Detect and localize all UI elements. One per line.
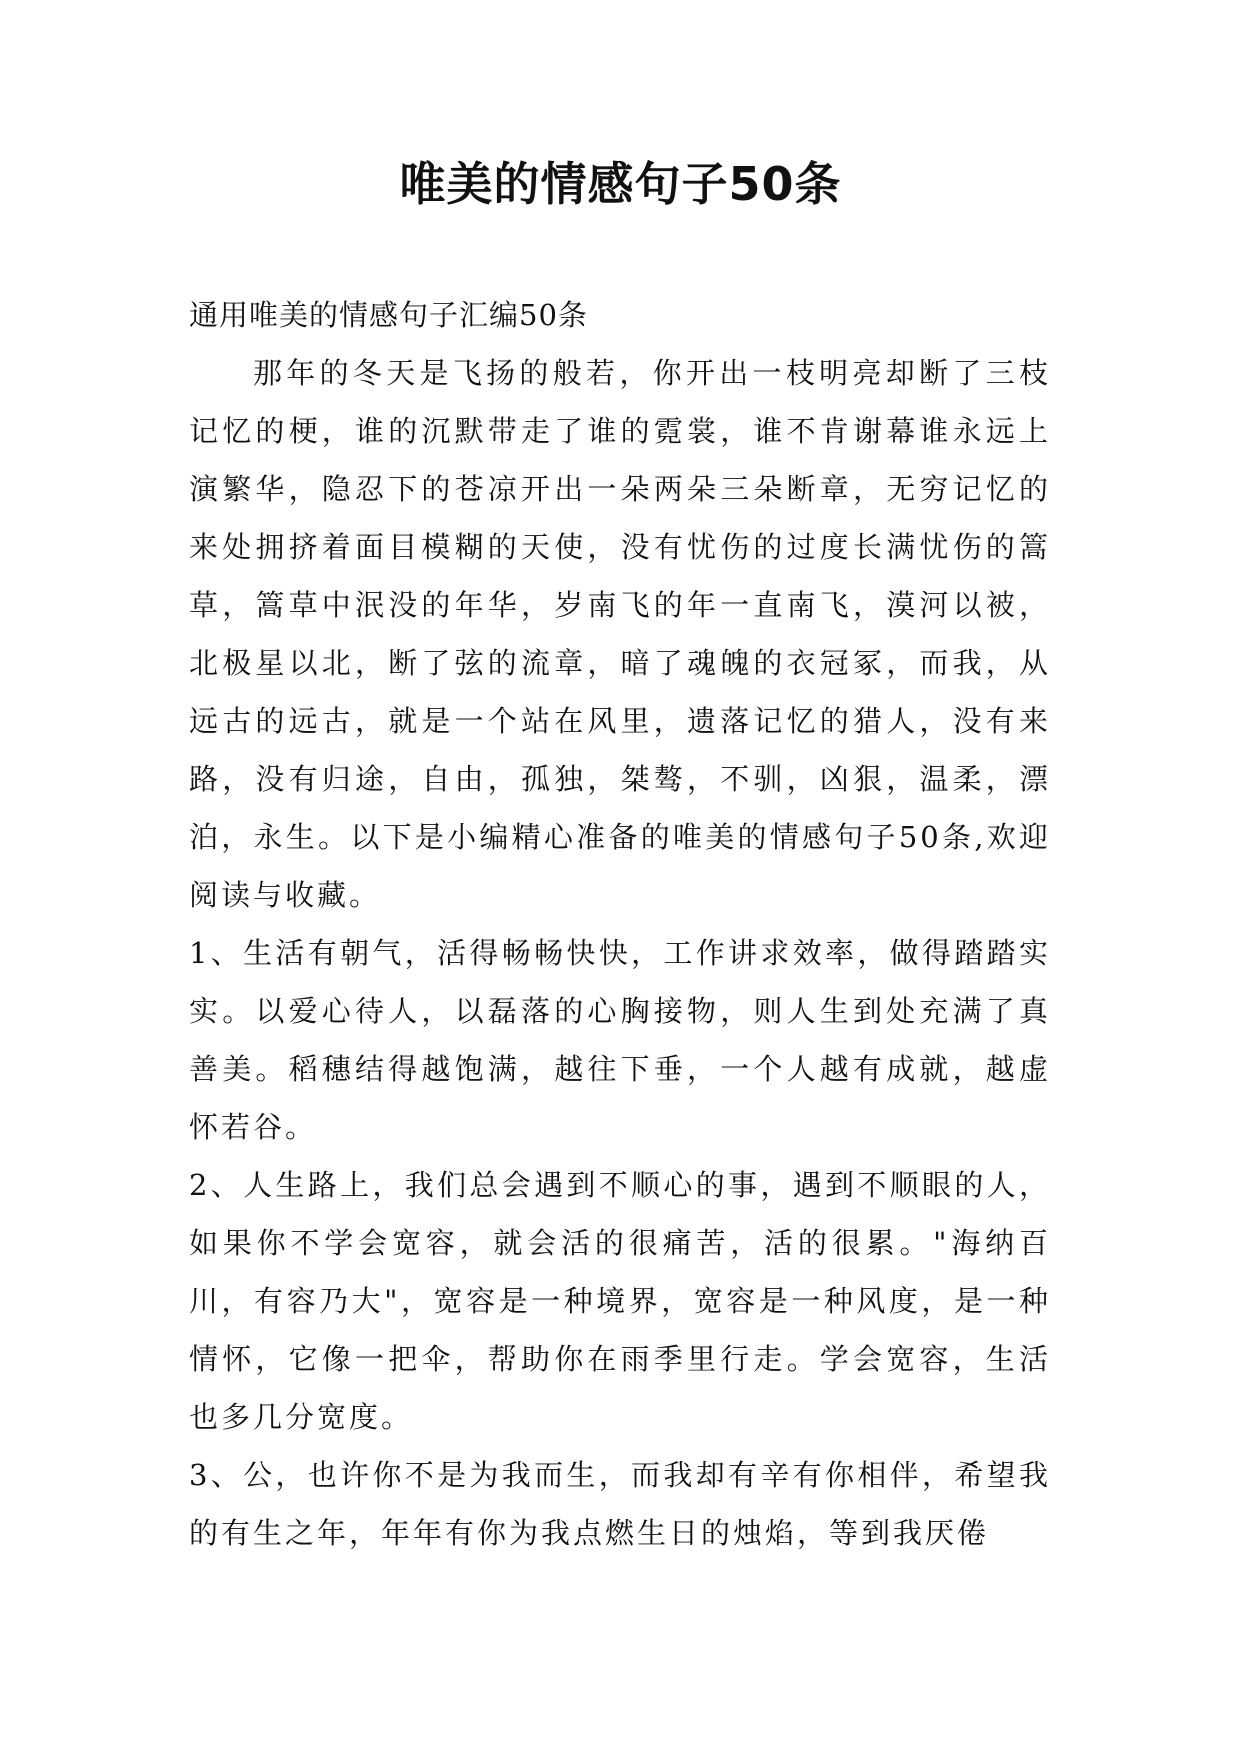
list-item: 2、人生路上，我们总会遇到不顺心的事，遇到不顺眼的人，如果你不学会宽容，就会活的很痛苦，活的很累。"海纳百川，有容乃大"，宽容是一种境界，宽容是一种风度，是一种情怀，它像一把伞，帮助你在雨季里行走。学会宽容，生活也多几分宽度。 <box>189 1168 1051 1434</box>
document-body <box>189 286 1051 1562</box>
intro-paragraph: 那年的冬天是飞扬的般若，你开出一枝明亮却断了三枝记忆的梗，谁的沉默带走了谁的霓裳，谁不肯谢幕谁永远上演繁华，隐忍下的苍凉开出一朵两朵三朵断章，无穷记忆的来处拥挤着面目模糊的天使，没有忧伤的过度长满忧伤的篙草，篙草中泯没的年华，岁南飞的年一直南飞，漠河以被，北极星以北，断了弦的流章，暗了魂魄的衣冠冢，而我，从远古的远古，就是一个站在风里，遗落记忆的猎人，没有来路，没有归途，自由，孤独，桀骜，不驯，凶狠，温柔，漂泊，永生。以下是小编精心准备的唯美的情感句子50条,欢迎阅读与收藏。 <box>189 356 1051 912</box>
list-item: 3、公，也许你不是为我而生，而我却有辛有你相伴，希望我的有生之年，年年有你为我点燃生日的烛焰，等到我厌倦 <box>189 1458 1051 1550</box>
document-subtitle: 通用唯美的情感句子汇编50条 <box>189 298 588 332</box>
document-title: 唯美的情感句子50条 <box>399 157 842 211</box>
list-item: 1、生活有朝气，活得畅畅快快，工作讲求效率，做得踏踏实实。以爱心待人，以磊落的心胸接物，则人生到处充满了真善美。稻穗结得越饱满，越往下垂，一个人越有成就，越虚怀若谷。 <box>189 936 1051 1144</box>
